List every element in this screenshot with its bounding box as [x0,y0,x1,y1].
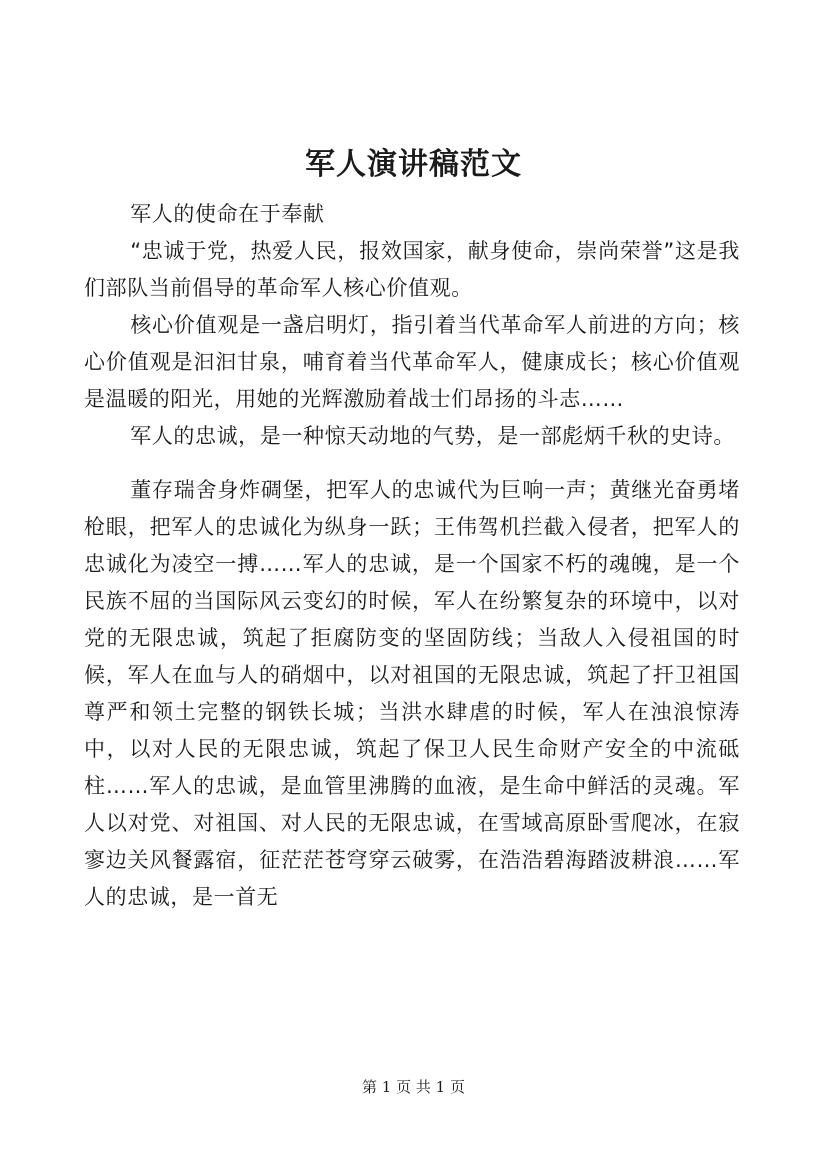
paragraph-heading: 军人的使命在于奉献 [130,202,325,226]
paragraph: 董存瑞舍身炸碉堡，把军人的忠诚代为巨响一声；黄继光奋勇堵枪眼，把军人的忠诚化为纵身一跃；王伟驾机拦截入侵者，把军人的忠诚化为凌空一搏……军人的忠诚，是一个国家不朽的魂魄，是一个民族不屈的当国际风云变幻的时候，军人在纷繁复杂的环境中，以对党的无限忠诚，筑起了拒腐防变的坚固防线；当敌人入侵祖国的时候，军人在血与人的硝烟中，以对祖国的无限忠诚，筑起了扞卫祖国尊严和领土完整的钢铁长城；当洪水肆虐的时候，军人在浊浪惊涛中，以对人民的无限忠诚，筑起了保卫人民生命财产安全的中流砥柱……军人的忠诚，是血管里沸腾的血液，是生命中鲜活的灵魂。军人以对党、对祖国、对人民的无限忠诚，在雪域高原卧雪爬冰，在寂寥边关风餐露宿，征茫茫苍穹穿云破雾，在浩浩碧海踏波耕浪……军人的忠诚，是一首无 [84,478,740,909]
paragraph: 核心价值观是一盏启明灯，指引着当代革命军人前进的方向；核心价值观是汩汩甘泉，哺育着当代革命军人，健康成长；核心价值观是温暖的阳光，用她的光辉激励着战士们昂扬的斗志…… [84,313,740,411]
paragraph: 军人的忠诚，是一种惊天动地的气势，是一部彪炳千秋的史诗。 [130,424,735,448]
paragraph: “忠诚于党，热爱人民，报效国家，献身使命，崇尚荣誉”这是我们部队当前倡导的革命军人核心价值观。 [84,239,740,300]
document-title: 军人演讲稿范文 [305,147,522,182]
document-body [84,196,740,916]
page-footer: 第 1 页 共 1 页 [362,1078,465,1096]
